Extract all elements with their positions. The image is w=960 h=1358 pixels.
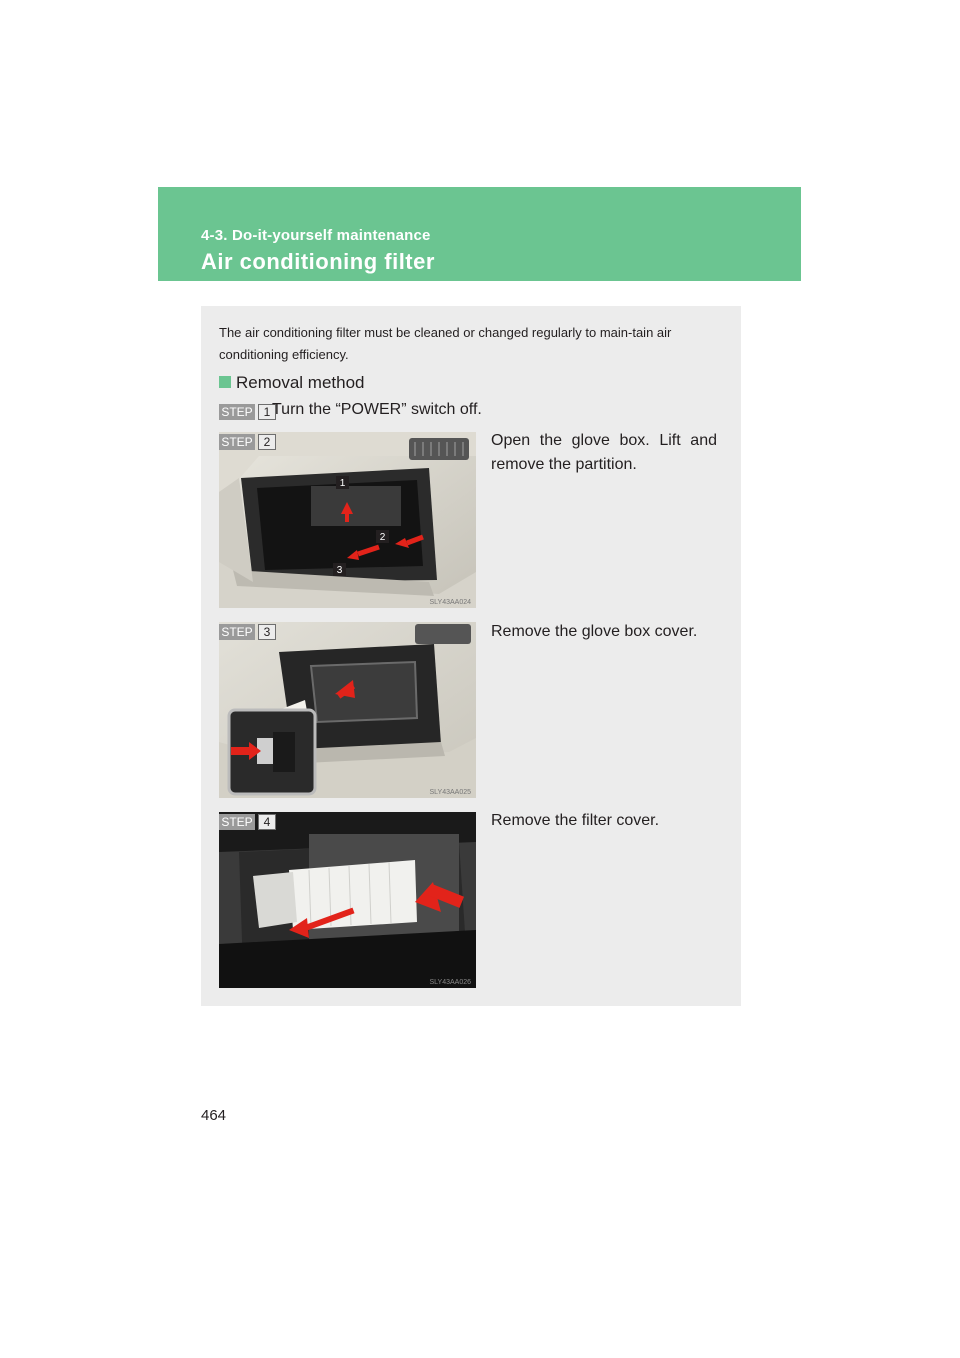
page-title: Air conditioning filter [201, 249, 435, 274]
page-number: 464 [201, 1107, 227, 1124]
intro-text: The air conditioning filter must be cleaned or changed regularly to main-tain air conditioning efficiency. [219, 325, 672, 362]
step-number: 1 [258, 404, 276, 420]
step-3-text: Remove the glove box cover. [491, 623, 698, 640]
callout-2: 2 [379, 532, 386, 543]
square-bullet-icon [219, 376, 231, 388]
step-number: 4 [258, 814, 276, 830]
image-code: SLY43AA025 [429, 789, 471, 796]
image-code: SLY43AA024 [429, 599, 471, 606]
step-label: STEP [219, 814, 255, 830]
image-code: SLY43AA026 [429, 979, 471, 986]
content-panel [201, 306, 741, 1006]
step-badge-2 [219, 434, 278, 450]
step-badge-3 [219, 624, 278, 640]
step-1-text: Turn the “POWER” switch off. [272, 401, 482, 418]
section-label: 4-3. Do-it-yourself maintenance [201, 227, 431, 244]
chapter-header [158, 187, 801, 281]
step-badge-1 [219, 404, 278, 420]
callout-3: 3 [336, 565, 343, 576]
subhead [219, 373, 365, 393]
step-4-photo [219, 812, 476, 988]
step-4-text: Remove the filter cover. [491, 812, 660, 829]
step-2-text: Open the glove box. Lift and remove the partition. [491, 432, 717, 473]
step-label: STEP [219, 434, 255, 450]
step-badge-4 [219, 814, 278, 830]
callout-1: 1 [339, 478, 346, 489]
step-3-photo [219, 622, 476, 798]
step-label: STEP [219, 624, 255, 640]
step-2-photo [219, 432, 476, 608]
step-number: 2 [258, 434, 276, 450]
step-label: STEP [219, 404, 255, 420]
step-number: 3 [258, 624, 276, 640]
subhead-label: Removal method [236, 373, 365, 392]
